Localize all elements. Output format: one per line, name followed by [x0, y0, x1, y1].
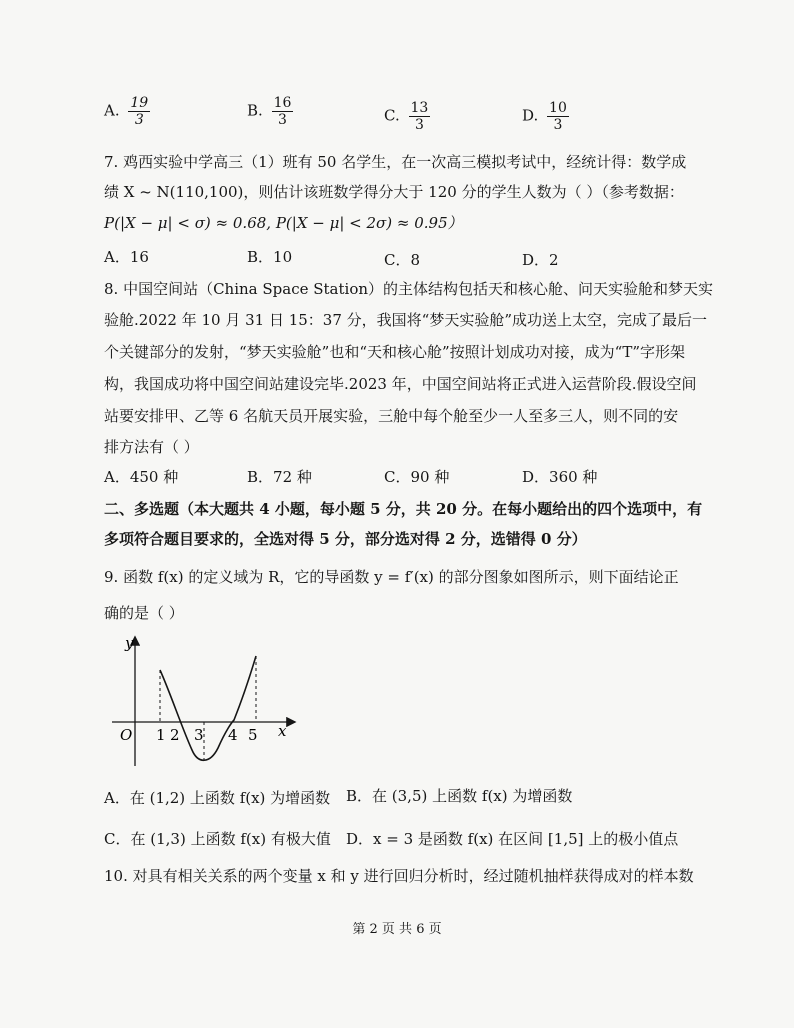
- q10-line-1: 10. 对具有相关关系的两个变量 x 和 y 进行回归分析时，经过随机抽样获得成对的样本数: [104, 867, 694, 885]
- tick-label-5: 5: [248, 726, 258, 744]
- q8-option-d: D．360 种: [522, 468, 598, 486]
- q9-option-a: A．在 (1,2) 上函数 f(x) 为增函数: [104, 789, 331, 807]
- q7-line-2: 绩 X ~ N(110,100)，则估计该班数学得分大于 120 分的学生人数为（ ）（参考数据：: [104, 183, 684, 201]
- q7-line-3: P(|X − μ| < σ) ≈ 0.68, P(|X − μ| < 2σ) ≈ 0.95）: [104, 214, 463, 232]
- derivative-curve: [160, 656, 256, 760]
- tick-label-1: 1: [156, 726, 166, 744]
- q6-option-d-fraction: [547, 100, 569, 133]
- q7-option-a: A．16: [104, 248, 149, 266]
- q6-option-d-label: D.: [522, 106, 539, 125]
- q8-line-1: 8. 中国空间站（China Space Station）的主体结构包括天和核心舱、问天实验舱和梦天实: [104, 280, 714, 298]
- q6-option-a-fraction: [128, 95, 150, 128]
- q9-option-b: B．在 (3,5) 上函数 f(x) 为增函数: [346, 787, 573, 805]
- q6-option-b: [247, 95, 293, 128]
- tick-label-3: 3: [194, 726, 204, 744]
- x-axis-label: x: [278, 722, 287, 740]
- q8-option-c: C．90 种: [384, 468, 450, 486]
- section-2-heading-line-1: 二、多选题（本大题共 4 小题，每小题 5 分，共 20 分。在每小题给出的四个选项中，有: [104, 500, 703, 518]
- q9-line-1: 9. 函数 f(x) 的定义域为 R，它的导函数 y = f′(x) 的部分图象如图所示，则下面结论正: [104, 568, 679, 586]
- q8-option-a: A．450 种: [104, 468, 179, 486]
- q6-option-b-fraction: [272, 95, 294, 128]
- q6-option-a: [104, 95, 150, 128]
- q8-line-3: 个关键部分的发射，“梦天实验舱”也和“天和核心舱”按照计划成功对接，成为“T”字形架: [104, 343, 686, 361]
- q6-option-d: [522, 100, 569, 133]
- q8-line-5: 站要安排甲、乙等 6 名航天员开展实验，三舱中每个舱至少一人至多三人，则不同的安: [104, 407, 679, 425]
- fraction-denominator: 3: [134, 112, 144, 128]
- q6-option-a-label: A.: [104, 101, 120, 120]
- q7-option-b: B．10: [247, 248, 293, 266]
- q6-option-c: [384, 100, 430, 133]
- q7-option-c: C．8: [384, 251, 421, 269]
- fraction-numerator: 19: [130, 95, 149, 111]
- q6-option-c-fraction: [409, 100, 431, 133]
- q7-line-1: 7. 鸡西实验中学高三（1）班有 50 名学生，在一次高三模拟考试中，经统计得：数学成: [104, 153, 687, 171]
- q8-line-6: 排方法有（ ）: [104, 438, 199, 456]
- q9-line-2: 确的是（ ）: [104, 604, 184, 622]
- q9-option-d: D．x = 3 是函数 f(x) 在区间 [1,5] 上的极小值点: [346, 830, 679, 848]
- tick-label-4: 4: [228, 726, 238, 744]
- section-2-heading-line-2: 多项符合题目要求的，全选对得 5 分，部分选对得 2 分，选错得 0 分）: [104, 530, 587, 548]
- fraction-denominator: 3: [414, 117, 424, 133]
- q6-option-c-label: C.: [384, 106, 400, 125]
- q8-line-4: 构，我国成功将中国空间站建设完毕.2023 年，中国空间站将正式进入运营阶段.假设空间: [104, 375, 697, 393]
- q9-option-c: C．在 (1,3) 上函数 f(x) 有极大值: [104, 830, 331, 848]
- fraction-denominator: 3: [553, 117, 563, 133]
- derivative-graph: [110, 630, 300, 770]
- fraction-numerator: 10: [549, 100, 567, 116]
- y-axis-label: y: [125, 634, 134, 652]
- tick-label-2: 2: [170, 726, 180, 744]
- q6-option-b-label: B.: [247, 101, 263, 120]
- fraction-denominator: 3: [278, 112, 287, 128]
- q7-option-d: D．2: [522, 251, 559, 269]
- q8-line-2: 验舱.2022 年 10 月 31 日 15：37 分，我国将“梦天实验舱”成功送上太空，完成了最后一: [104, 311, 708, 329]
- fraction-numerator: 13: [410, 100, 429, 116]
- origin-label: O: [120, 726, 133, 744]
- page-footer: 第 2 页 共 6 页: [352, 922, 442, 937]
- fraction-numerator: 16: [273, 95, 292, 111]
- q8-option-b: B．72 种: [247, 468, 312, 486]
